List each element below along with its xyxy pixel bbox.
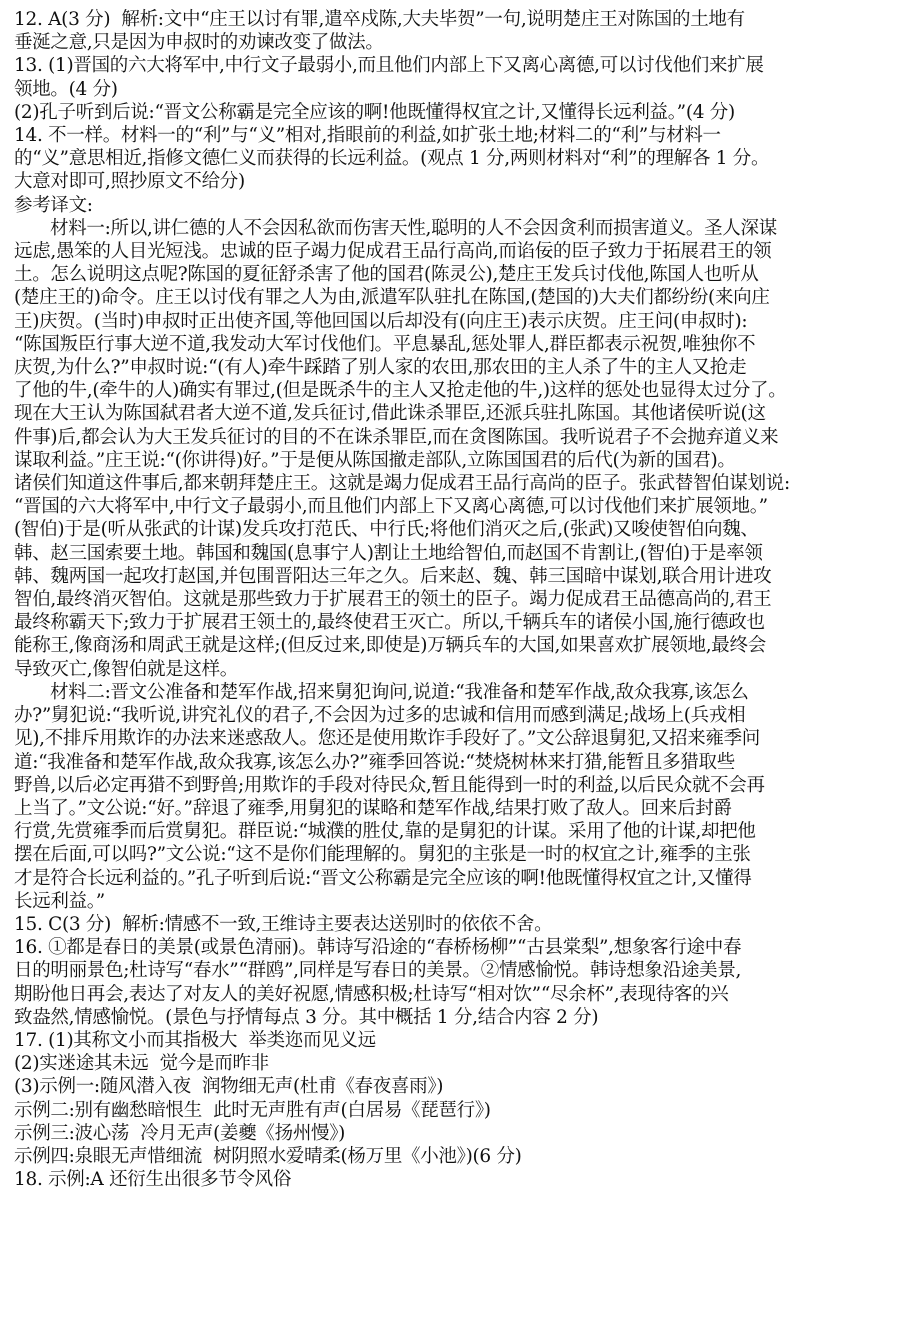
text-line: 示例二:别有幽愁暗恨生 此时无声胜有声(白居易《琵琶行》) xyxy=(14,1099,491,1121)
text-line: 韩、魏两国一起攻打赵国,并包围晋阳达三年之久。后来赵、魏、韩三国暗中谋划,联合用计进攻 xyxy=(14,565,772,587)
text-line: 野兽,以后必定再猎不到野兽;用欺诈的手段对待民众,暂且能得到一时的利益,以后民众就不会再 xyxy=(14,774,765,796)
text-line: 现在大王认为陈国弑君者大逆不道,发兵征讨,借此诛杀罪臣,还派兵驻扎陈国。其他诸侯听说(这 xyxy=(14,403,766,425)
text-line: 远虑,愚笨的人目光短浅。忠诚的臣子竭力促成君王品行高尚,而谄佞的臣子致力于拓展君王的领 xyxy=(14,241,772,263)
text-line: 13. (1)晋国的六大将军中,中行文子最弱小,而且他们内部上下又离心离德,可以讨伐他们来扩展 xyxy=(14,55,764,77)
text-line: 17. (1)其称文小而其指极大 举类迩而见义远 xyxy=(14,1029,376,1051)
text-line: 大意对即可,照抄原文不给分) xyxy=(14,171,245,193)
text-line: 示例四:泉眼无声惜细流 树阴照水爱晴柔(杨万里《小池》)(6 分) xyxy=(14,1145,522,1167)
text-line: 办?”舅犯说:“我听说,讲究礼仪的君子,不会因为过多的忠诚和信用而感到满足;战场上(兵戎相 xyxy=(14,705,746,727)
text-line: 道:“我准备和楚军作战,敌众我寡,该怎么办?”雍季回答说:“焚烧树林来打猎,能暂且多猎取些 xyxy=(14,751,735,773)
text-line: 见),不排斥用欺诈的办法来迷惑敌人。您还是使用欺诈手段好了。”文公辞退舅犯,又招来雍季问 xyxy=(14,728,760,750)
text-line: 垂涎之意,只是因为申叔时的劝谏改变了做法。 xyxy=(14,32,384,54)
text-line: 土。怎么说明这点呢?陈国的夏征舒杀害了他的国君(陈灵公),楚庄王发兵讨伐他,陈国人也听从 xyxy=(14,264,759,286)
text-line: 领地。(4 分) xyxy=(14,78,118,100)
text-line: 谋取利益。”庄王说:“(你讲得)好。”于是便从陈国撤走部队,立陈国国君的后代(为新的国君)。 xyxy=(14,449,736,471)
text-line: (2)实迷途其未远 觉今是而昨非 xyxy=(14,1053,269,1075)
text-line: 参考译文: xyxy=(14,194,93,216)
text-line: 最终称霸天下;致力于扩展君王领土的,最终使君王灭亡。所以,千辆兵车的诸侯小国,施行德政也 xyxy=(14,612,765,634)
text-line: 期盼他日再会,表达了对友人的美好祝愿,情感积极;杜诗写“相对饮”“尽余杯”,表现待客的兴 xyxy=(14,983,729,1005)
text-line: 日的明丽景色;杜诗写“春水”“群鸥”,同样是写春日的美景。②情感愉悦。韩诗想象沿途美景, xyxy=(14,960,742,982)
text-line: (3)示例一:随风潜入夜 润物细无声(杜甫《春夜喜雨》) xyxy=(14,1076,444,1098)
text-line: 材料二:晋文公准备和楚军作战,招来舅犯询问,说道:“我准备和楚军作战,敌众我寡,该怎么 xyxy=(50,681,749,703)
text-line: (智伯)于是(听从张武的计谋)发兵攻打范氏、中行氏;将他们消灭之后,(张武)又唆使智伯向魏、 xyxy=(14,519,759,541)
text-line: 韩、赵三国索要土地。韩国和魏国(息事宁人)割让土地给智伯,而赵国不肯割让,(智伯)于是率领 xyxy=(14,542,763,564)
text-line: (楚庄王的)命令。庄王以讨伐有罪之人为由,派遣军队驻扎在陈国,(楚国的)大夫们都纷纷(来向庄 xyxy=(14,287,770,309)
text-line: 致盎然,情感愉悦。(景色与抒情每点 3 分。其中概括 1 分,结合内容 2 分) xyxy=(14,1006,599,1028)
text-line: 15. C(3 分) 解析:情感不一致,王维诗主要表达送别时的依依不舍。 xyxy=(14,913,553,935)
text-line: 上当了。”文公说:“好。”辞退了雍季,用舅犯的谋略和楚军作战,结果打败了敌人。回来后封爵 xyxy=(14,797,732,819)
text-line: “陈国叛臣行事大逆不道,我发动大军讨伐他们。平息暴乱,惩处罪人,群臣都表示祝贺,唯独你不 xyxy=(14,333,756,355)
text-line: 摆在后面,可以吗?”文公说:“这不是你们能理解的。舅犯的主张是一时的权宜之计,雍季的主张 xyxy=(14,844,751,866)
text-line: 16. ①都是春日的美景(或景色清丽)。韩诗写沿途的“春桥杨柳”“古县棠梨”,想象客行途中春 xyxy=(14,937,742,959)
text-line: 18. 示例:A 还衍生出很多节令风俗 xyxy=(14,1169,292,1191)
text-line: 的“义”意思相近,指修文德仁义而获得的长远利益。(观点 1 分,两则材料对“利”的理解各 1 分。 xyxy=(14,148,770,170)
text-line: 才是符合长远利益的。”孔子听到后说:“晋文公称霸是完全应该的啊!他既懂得权宜之计,又懂得 xyxy=(14,867,752,889)
text-line: 14. 不一样。材料一的“利”与“义”相对,指眼前的利益,如扩张土地;材料二的“利”与材料一 xyxy=(14,125,721,147)
text-line: 了他的牛,(牵牛的人)确实有罪过,(但是既杀牛的主人又抢走他的牛,)这样的惩处也显得太过分了。 xyxy=(14,380,787,402)
text-line: 能称王,像商汤和周武王就是这样;(但反过来,即使是)万辆兵车的大国,如果喜欢扩展领地,最终会 xyxy=(14,635,766,657)
text-line: 长远利益。” xyxy=(14,890,105,912)
text-line: 庆贺,为什么?”申叔时说:“(有人)牵牛踩踏了别人家的农田,那农田的主人杀了牛的主人又抢走 xyxy=(14,357,747,379)
text-line: 智伯,最终消灭智伯。这就是那些致力于扩展君王的领土的臣子。竭力促成君王品德高尚的,君王 xyxy=(14,589,772,611)
text-line: 件事)后,都会认为大王发兵征讨的目的不在诛杀罪臣,而在贪图陈国。我听说君子不会抛弃道义来 xyxy=(14,426,779,448)
text-line: “晋国的六大将军中,中行文子最弱小,而且他们内部上下又离心离德,可以讨伐他们来扩展领地。” xyxy=(14,496,768,518)
text-line: 诸侯们知道这件事后,都来朝拜楚庄王。这就是竭力促成君王品行高尚的臣子。张武替智伯谋划说: xyxy=(14,473,790,495)
text-line: 12. A(3 分) 解析:文中“庄王以讨有罪,遣卒戍陈,大夫毕贺”一句,说明楚庄王对陈国的土地有 xyxy=(14,9,745,30)
text-line: 导致灭亡,像智伯就是这样。 xyxy=(14,658,238,680)
text-line: 行赏,先赏雍季而后赏舅犯。群臣说:“城濮的胜仗,靠的是舅犯的计谋。采用了他的计谋,却把他 xyxy=(14,821,756,843)
text-line: 材料一:所以,讲仁德的人不会因私欲而伤害天性,聪明的人不会因贪利而损害道义。圣人深谋 xyxy=(50,217,777,239)
text-line: 王)庆贺。(当时)申叔时正出使齐国,等他回国以后却没有(向庄王)表示庆贺。庄王问(申叔时): xyxy=(14,310,748,332)
text-line: 示例三:波心荡 冷月无声(姜夔《扬州慢》) xyxy=(14,1122,346,1144)
text-line: (2)孔子听到后说:“晋文公称霸是完全应该的啊!他既懂得权宜之计,又懂得长远利益。”(4 分) xyxy=(14,101,735,123)
